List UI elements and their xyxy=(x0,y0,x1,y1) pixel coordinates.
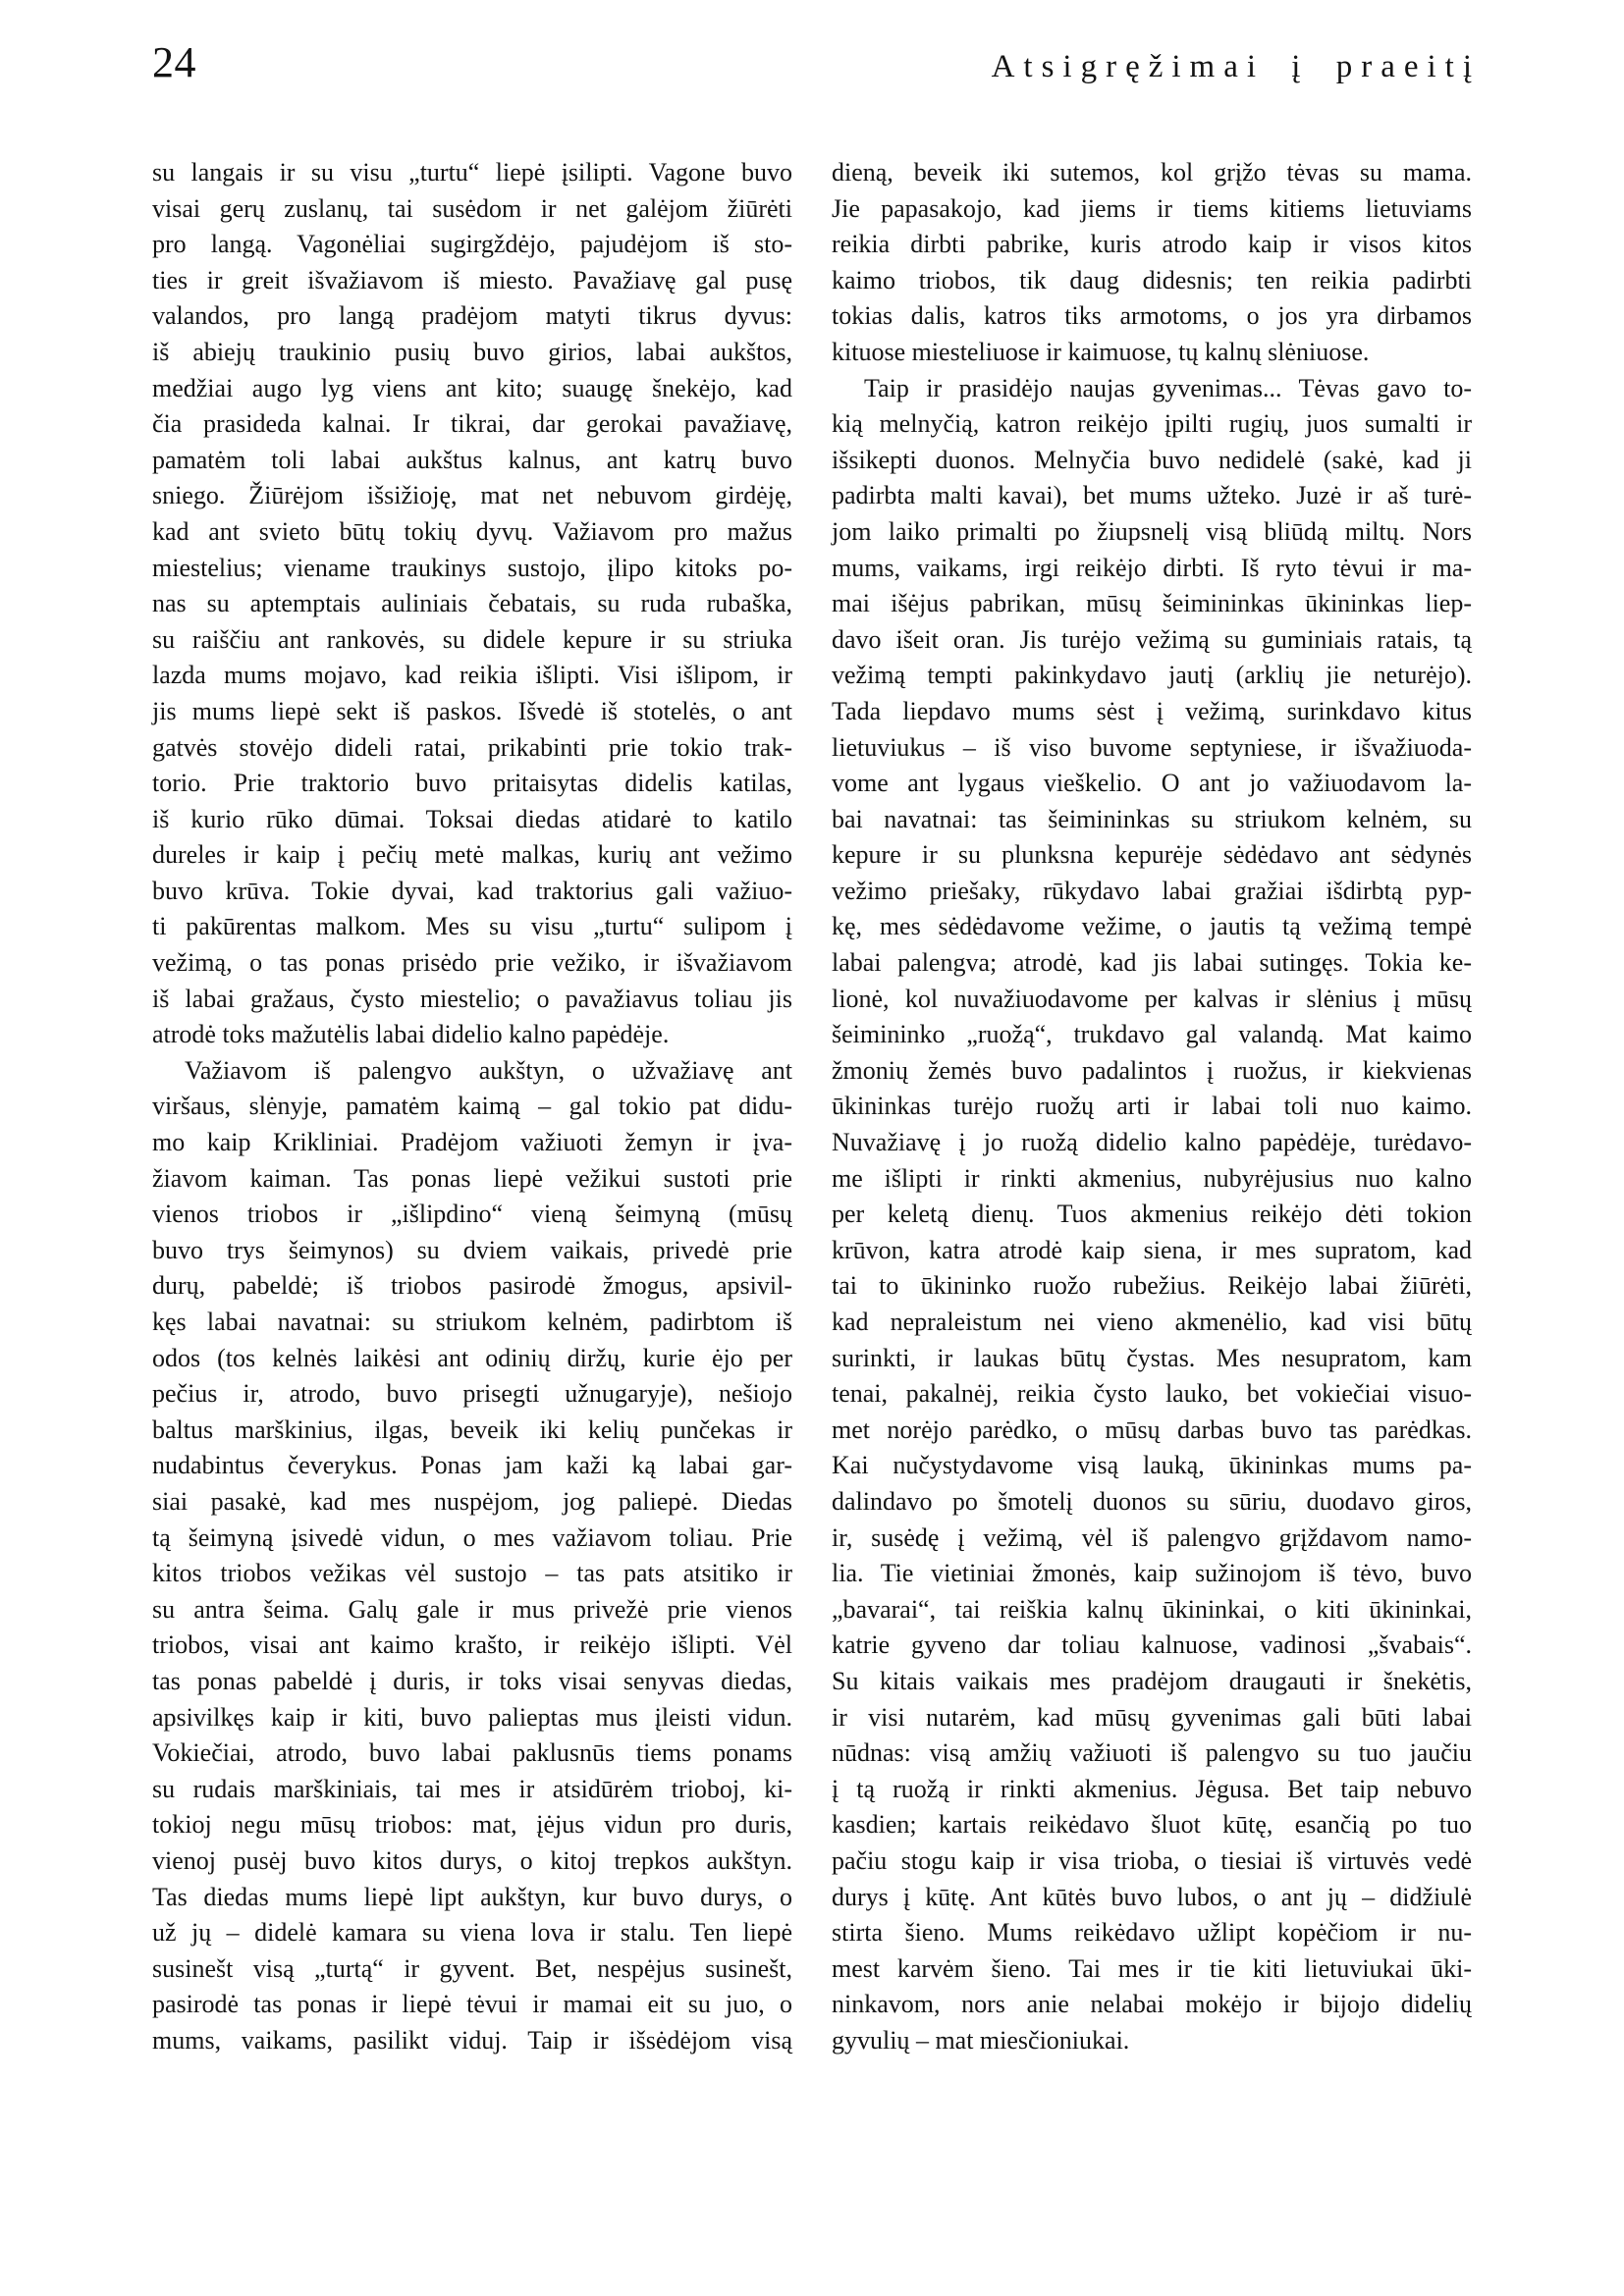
text-line: kęs labai navatnai: su striukom kelnėm, padirbtom iš xyxy=(152,1308,792,1336)
text-line: iš labai gražaus, čysto miestelio; o pavažiavus toliau jis xyxy=(152,984,792,1013)
text-line: nudabintus čeverykus. Ponas jam kaži ką labai gar- xyxy=(152,1451,792,1480)
text-line: kad ant svieto būtų tokių dyvų. Važiavom pro mažus xyxy=(152,516,792,546)
text-line: kituose miesteliuose ir kaimuose, tų kalnų slėniuose. xyxy=(832,337,1370,366)
text-line: dieną, beveik iki sutemos, kol grįžo tėvas su mama. xyxy=(832,158,1472,187)
text-line: miestelius; viename traukinys sustojo, įlipo kitoks po- xyxy=(152,553,792,582)
text-line: iš kurio rūko dūmai. Toksai diedas atidarė to katilo xyxy=(152,804,792,833)
text-line: kepure ir su plunksna kepurėje sėdėdavo ant sėdynės xyxy=(832,840,1472,870)
text-columns xyxy=(152,155,1472,2058)
text-line: lionė, kol nuvažiuodavome per kalvas ir slėnius į mūsų xyxy=(832,984,1472,1013)
text-line: nas su aptemptais auliniais čebatais, su ruda rubaška, xyxy=(152,589,792,618)
text-line: Su kitais vaikais mes pradėjom draugauti ir šnekėtis, xyxy=(832,1666,1472,1695)
text-line: kią melnyčią, katron reikėjo įpilti rugių, juos sumalti ir xyxy=(832,409,1472,439)
text-line: krūvon, katra atrodė kaip siena, ir mes supratom, kad xyxy=(832,1235,1472,1264)
text-line: durų, pabeldė; iš triobos pasirodė žmogus, apsivil- xyxy=(152,1271,792,1301)
text-line: durys į kūtę. Ant kūtės buvo lubos, o ant jų – didžiulė xyxy=(832,1882,1472,1911)
text-line: vome ant lygaus vieškelio. O ant jo važiuodavom la- xyxy=(832,769,1472,798)
text-line: lietuviukus – iš viso buvome septyniese, ir išvažiuoda- xyxy=(832,732,1472,762)
text-line: ties ir greit išvažiavom iš miesto. Pavažiavę gal pusę xyxy=(152,265,792,294)
text-line: tokias dalis, katros tiks armotoms, o jos yra dirbamos xyxy=(832,301,1472,331)
page-number: 24 xyxy=(152,38,196,86)
text-line: Taip ir prasidėjo naujas gyvenimas... Tėvas gavo to- xyxy=(864,373,1472,402)
text-line: torio. Prie traktorio buvo pritaisytas didelis katilas, xyxy=(152,769,792,798)
text-line: lazda mums mojavo, kad reikia išlipti. Visi išlipom, ir xyxy=(152,661,792,690)
text-line: pamatėm toli labai aukštus kalnus, ant katrų buvo xyxy=(152,445,792,474)
text-line: me išlipti ir rinkti akmenius, nubyrėjusius nuo kalno xyxy=(832,1163,1472,1193)
right-column xyxy=(832,155,1472,2058)
text-line: nūdnas: visą amžių važiuoti iš palengvo su tuo jaučiu xyxy=(832,1738,1472,1768)
text-line: pro langą. Vagonėliai sugirgždėjo, pajudėjom iš sto- xyxy=(152,230,792,259)
text-line: dalindavo po šmotelį duonos su sūriu, duodavo giros, xyxy=(832,1486,1472,1516)
text-line: kitos triobos vežikas vėl sustojo – tas pats atsitiko ir xyxy=(152,1559,792,1588)
left-column xyxy=(152,155,792,2058)
text-line: mo kaip Krikliniai. Pradėjom važiuoti žemyn ir įva- xyxy=(152,1128,792,1157)
text-line: buvo krūva. Tokie dyvai, kad traktorius gali važiuo- xyxy=(152,876,792,905)
text-line: pasirodė tas ponas ir liepė tėvui ir mamai eit su juo, o xyxy=(152,1990,792,2019)
text-line: triobos, visai ant kaimo krašto, ir reikėjo išlipti. Vėl xyxy=(152,1630,792,1660)
text-line: padirbta malti kavai), bet mums užteko. Juzė ir aš turė- xyxy=(832,481,1472,510)
text-line: Vokiečiai, atrodo, buvo labai paklusnūs tiems ponams xyxy=(152,1738,792,1768)
text-line: sniego. Žiūrėjom išsižioję, mat net nebuvom girdėję, xyxy=(152,481,792,510)
text-line: ūkininkas turėjo ruožų arti ir labai toli nuo kaimo. xyxy=(832,1092,1472,1121)
text-line: odos (tos kelnės laikėsi ant odinių diržų, kurie ėjo per xyxy=(152,1343,792,1372)
text-line: mest karvėm šieno. Tai mes ir tie kiti lietuviukai ūki- xyxy=(832,1953,1472,1983)
text-line: žmonių žemės buvo padalintos į ruožus, ir kiekvienas xyxy=(832,1055,1472,1085)
text-line: viršaus, slėnyje, pamatėm kaimą – gal tokio pat didu- xyxy=(152,1092,792,1121)
text-line: baltus marškinius, ilgas, beveik iki kelių punčekas ir xyxy=(152,1415,792,1444)
text-line: per keletą dienų. Tuos akmenius reikėjo dėti tokion xyxy=(832,1200,1472,1229)
text-line: tą šeimyną įsivedė vidun, o mes važiavom toliau. Prie xyxy=(152,1522,792,1552)
text-line: gatvės stovėjo dideli ratai, prikabinti prie tokio trak- xyxy=(152,732,792,762)
text-line: valandos, pro langą pradėjom matyti tikrus dyvus: xyxy=(152,301,792,331)
text-line: tai to ūkininko ruožo rubežius. Reikėjo labai žiūrėti, xyxy=(832,1271,1472,1301)
text-line: siai pasakė, kad mes nuspėjom, jog paliepė. Diedas xyxy=(152,1486,792,1516)
text-line: tokioj negu mūsų triobos: mat, įėjus vidun pro duris, xyxy=(152,1810,792,1840)
text-line: su raiščiu ant rankovės, su didele kepure ir su striuka xyxy=(152,624,792,654)
text-line: jis mums liepė sekt iš paskos. Išvedė iš stotelės, o ant xyxy=(152,696,792,725)
text-line: vežimą tempti pakinkydavo jautį (arklių jie neturėjo). xyxy=(832,661,1472,690)
text-line: pečius ir, atrodo, buvo prisegti užnugaryje), nešiojo xyxy=(152,1379,792,1409)
text-line: Kai nučystydavome visą lauką, ūkininkas mums pa- xyxy=(832,1451,1472,1480)
text-line: tenai, pakalnėj, reikia čysto lauko, bet vokiečiai visuo- xyxy=(832,1379,1472,1409)
text-line: iš abiejų traukinio pusių buvo girios, labai aukštos, xyxy=(152,337,792,366)
text-line: su langais ir su visu „turtu“ liepė įsilipti. Vagone buvo xyxy=(152,158,792,187)
text-line: šeimininko „ruožą“, trukdavo gal valandą. Mat kaimo xyxy=(832,1020,1472,1049)
text-line: už jų – didelė kamara su viena lova ir stalu. Ten liepė xyxy=(152,1918,792,1948)
text-line: apsivilkęs kaip ir kiti, buvo palieptas mus įleisti vidun. xyxy=(152,1702,792,1732)
text-line: davo išeit oran. Jis turėjo vežimą su guminiais ratais, tą xyxy=(832,624,1472,654)
text-line: visai gerų zuslanų, tai susėdom ir net galėjom žiūrėti xyxy=(152,193,792,223)
text-line: reikia dirbti pabrike, kuris atrodo kaip ir visos kitos xyxy=(832,230,1472,259)
text-line: vienos triobos ir „išlipdino“ vieną šeimyną (mūsų xyxy=(152,1200,792,1229)
text-line: bai navatnai: tas šeimininkas su striukom kelnėm, su xyxy=(832,804,1472,833)
text-line: vežimą, o tas ponas prisėdo prie vežiko, ir išvažiavom xyxy=(152,948,792,978)
text-line: mums, vaikams, pasilikt viduj. Taip ir išsėdėjom visą xyxy=(152,2025,792,2055)
text-line: Jie papasakojo, kad jiems ir tiems kitiems lietuviams xyxy=(832,193,1472,223)
text-line: ninkavom, nors anie nelabai mokėjo ir bijojo didelių xyxy=(832,1990,1472,2019)
text-line: mums, vaikams, irgi reikėjo dirbti. Iš ryto tėvui ir ma- xyxy=(832,553,1472,582)
text-line: dureles ir kaip į pečių metė malkas, kurių ant vežimo xyxy=(152,840,792,870)
text-line: žiavom kaiman. Tas ponas liepė vežikui sustoti prie xyxy=(152,1163,792,1193)
text-line: kad nepraleistum nei vieno akmenėlio, kad visi būtų xyxy=(832,1308,1472,1336)
text-line: ti pakūrentas malkom. Mes su visu „turtu“ sulipom į xyxy=(152,912,792,941)
text-line: Tada liepdavo mums sėst į vežimą, surinkdavo kitus xyxy=(832,696,1472,725)
text-line: atrodė toks mažutėlis labai didelio kalno papėdėje. xyxy=(152,1020,670,1049)
text-line: kę, mes sėdėdavome vežime, o jautis tą vežimą tempė xyxy=(832,912,1472,941)
running-title: Atsigręžimai į praeitį xyxy=(991,49,1481,84)
text-line: met norėjo parėdko, o mūsų darbas buvo tas parėdkas. xyxy=(832,1415,1472,1444)
text-line: jom laiko primalti po žiupsnelį visą bliūdą miltų. Nors xyxy=(832,516,1472,546)
text-line: buvo trys šeimynos) su dviem vaikais, privedė prie xyxy=(152,1235,792,1264)
text-line: Važiavom iš palengvo aukštyn, o užvažiavę ant xyxy=(185,1055,792,1085)
running-header xyxy=(152,37,1481,92)
text-line: Nuvažiavę į jo ruožą didelio kalno papėdėje, turėdavo- xyxy=(832,1128,1472,1157)
text-line: kasdien; kartais reikėdavo šluot kūtę, esančią po tuo xyxy=(832,1810,1472,1840)
text-line: „bavarai“, tai reiškia kalnų ūkininkai, o kiti ūkininkai, xyxy=(832,1594,1472,1624)
text-line: vežimo priešaky, rūkydavo labai gražiai išdirbtą pyp- xyxy=(832,876,1472,905)
text-line: su rudais marškiniais, tai mes ir atsidūrėm trioboj, ki- xyxy=(152,1774,792,1803)
text-line: išsikepti duonos. Melnyčia buvo nedidelė (sakė, kad ji xyxy=(832,445,1472,474)
text-line: surinkti, ir laukas būtų čystas. Mes nesupratom, kam xyxy=(832,1343,1472,1372)
text-line: stirta šieno. Mums reikėdavo užlipt kopėčiom ir nu- xyxy=(832,1918,1472,1948)
text-line: vienoj pusėj buvo kitos durys, o kitoj trepkos aukštyn. xyxy=(152,1845,792,1875)
text-line: tas ponas pabeldė į duris, ir toks visai senyvas diedas, xyxy=(152,1666,792,1695)
text-line: lia. Tie vietiniai žmonės, kaip sužinojom iš tėvo, buvo xyxy=(832,1559,1472,1588)
text-line: su antra šeima. Galų gale ir mus privežė prie vienos xyxy=(152,1594,792,1624)
text-line: Tas diedas mums liepė lipt aukštyn, kur buvo durys, o xyxy=(152,1882,792,1911)
text-line: susinešt visą „turtą“ ir gyvent. Bet, nespėjus susinešt, xyxy=(152,1953,792,1983)
text-line: mai išėjus pabrikan, mūsų šeimininkas ūkininkas liep- xyxy=(832,589,1472,618)
text-line: kaimo triobos, tik daug didesnis; ten reikia padirbti xyxy=(832,265,1472,294)
text-line: pačiu stogu kaip ir visa trioba, o tiesiai iš virtuvės vedė xyxy=(832,1845,1472,1875)
text-line: labai palengva; atrodė, kad jis labai sutingęs. Tokia ke- xyxy=(832,948,1472,978)
text-line: ir, susėdę į vežimą, vėl iš palengvo grįždavom namo- xyxy=(832,1522,1472,1552)
text-line: medžiai augo lyg viens ant kito; suaugę šnekėjo, kad xyxy=(152,373,792,402)
text-line: gyvulių – mat miesčioniukai. xyxy=(832,2025,1130,2055)
text-line: katrie gyveno dar toliau kalnuose, vadinosi „švabais“. xyxy=(832,1630,1472,1660)
text-line: čia prasideda kalnai. Ir tikrai, dar gerokai pavažiavę, xyxy=(152,409,792,439)
text-line: į tą ruožą ir rinkti akmenius. Jėgusa. Bet taip nebuvo xyxy=(832,1774,1472,1803)
text-line: ir visi nutarėm, kad mūsų gyvenimas gali būti labai xyxy=(832,1702,1472,1732)
